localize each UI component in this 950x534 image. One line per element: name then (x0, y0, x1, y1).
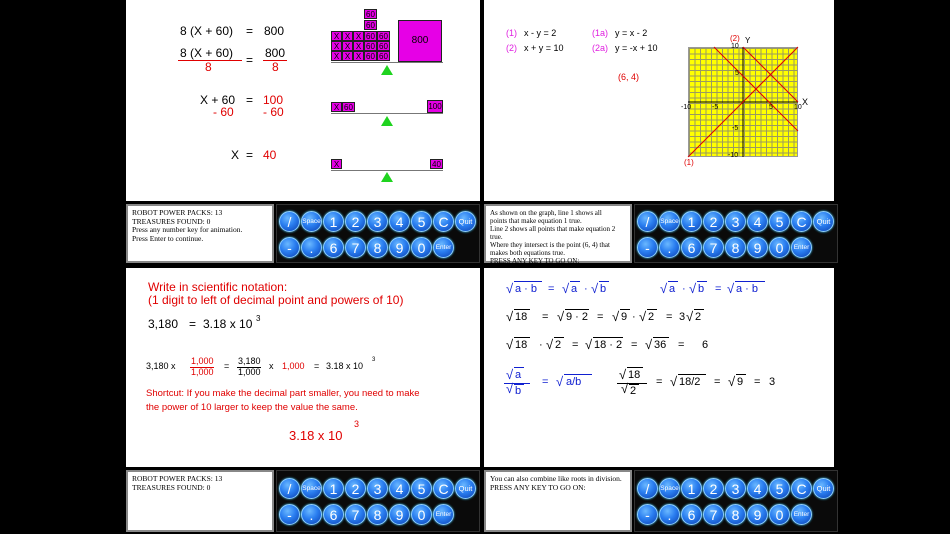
eq1-left: 8 (X + 60) (180, 24, 234, 38)
x-block: X (342, 41, 353, 51)
key-7[interactable]: 7 (345, 237, 366, 258)
r2-eq2: = (597, 311, 604, 323)
r2-18: 18 (515, 311, 528, 323)
key-2[interactable]: 2 (703, 478, 724, 499)
sixty-block: 60 (377, 51, 390, 61)
y-axis-label: Y (745, 36, 751, 45)
r3-18: 18 (515, 339, 528, 351)
sqrt-sign: √ (506, 281, 514, 296)
hundred-block: 100 (428, 102, 442, 111)
key-0[interactable]: 0 (411, 504, 432, 525)
sixty-block: 60 (364, 9, 377, 19)
sqrt-sign: √ (670, 374, 678, 389)
key-9[interactable]: 9 (389, 504, 410, 525)
quit-key[interactable]: Quit (455, 478, 476, 499)
key-8[interactable]: 8 (725, 504, 746, 525)
keypad (634, 204, 838, 263)
title-line1: Write in scientific notation: (148, 280, 288, 294)
key-0[interactable]: 0 (411, 237, 432, 258)
eq4-right: 40 (263, 148, 277, 162)
r1-dot2: · (682, 283, 686, 295)
balance-beam (331, 170, 443, 171)
sixty-block: 60 (364, 20, 377, 30)
decimal-key[interactable]: . (301, 504, 322, 525)
key-1[interactable]: 1 (681, 478, 702, 499)
eq2-numerator: 8 (X + 60) (180, 46, 234, 60)
eq2-right-den: 8 (272, 60, 279, 74)
r4-eq4: = (754, 376, 761, 388)
r4-a: a (515, 369, 522, 381)
tick-x-neg10: -10 (681, 104, 692, 111)
shortcut-line2: the power of 10 larger to keep the value the same. (146, 402, 358, 413)
key-8[interactable]: 8 (725, 237, 746, 258)
key-5[interactable]: 5 (411, 478, 432, 499)
tick-y-10: 10 (731, 43, 739, 50)
sqrt-sign: √ (506, 367, 514, 382)
fulcrum-triangle (381, 172, 393, 182)
keypad (276, 204, 480, 263)
clear-key[interactable]: C (433, 211, 454, 232)
eq3-right: 100 (263, 93, 284, 107)
key-2[interactable]: 2 (345, 478, 366, 499)
sn-eq2-times: x (269, 361, 274, 371)
eq3-sub-right: - 60 (263, 105, 284, 119)
sixty-block: 60 (364, 41, 377, 51)
key-8[interactable]: 8 (367, 504, 388, 525)
key-8[interactable]: 8 (367, 237, 388, 258)
tick-x-neg5: -5 (712, 104, 719, 111)
x-block: X (331, 159, 342, 169)
r2-9: 9 (621, 311, 628, 323)
r1-dot: · (584, 283, 588, 295)
key-3[interactable]: 3 (725, 478, 746, 499)
r1-a: a (571, 283, 578, 295)
sqrt-sign: √ (612, 309, 620, 324)
fulcrum-triangle (381, 65, 393, 75)
sqrt-sign: √ (591, 281, 599, 296)
eq1a-label: (1a) (592, 28, 609, 38)
decimal-key[interactable]: . (659, 504, 680, 525)
sixty-block: 60 (377, 41, 390, 51)
sn-eq2-result: 3.18 x 10 (326, 361, 364, 371)
eq1a: y = x - 2 (615, 28, 648, 38)
key-1[interactable]: 1 (681, 211, 702, 232)
graph-lines (674, 36, 814, 166)
sqrt-sign: √ (639, 309, 647, 324)
keypad (276, 470, 480, 532)
message-box: ROBOT POWER PACKS: 13 TREASURES FOUND: 0 Press any number key for animation. Press Enter to continue. (126, 204, 274, 263)
eq1: x - y = 2 (524, 28, 557, 38)
sqrt-sign: √ (645, 337, 653, 352)
big-result: 3.18 x 10 (289, 428, 343, 443)
r3-eq2: = (631, 339, 638, 351)
tick-x-5: 5 (769, 104, 773, 111)
slash-key[interactable]: / (637, 211, 658, 232)
r3-36: 36 (654, 339, 667, 351)
eq3-left: X + 60 (200, 93, 236, 107)
slash-key[interactable]: / (279, 211, 300, 232)
eq2a: y = -x + 10 (615, 43, 658, 53)
key-6[interactable]: 6 (323, 237, 344, 258)
sqrt-sign: √ (585, 337, 593, 352)
frac1-den: 1,000 (191, 367, 214, 377)
key-6[interactable]: 6 (323, 504, 344, 525)
sqrt-sign: √ (556, 374, 564, 389)
sqrt-sign: √ (562, 281, 570, 296)
message-box: As shown on the graph, line 1 shows all points that make equation 1 true. Line 2 shows all points that make equation 2 true. Where they intersect is the point (6, 4) that makes both equations true. PRESS ANY KEY TO GO ON: (484, 204, 632, 263)
space-key[interactable]: Space (301, 211, 322, 232)
key-4[interactable]: 4 (747, 211, 768, 232)
title-line2: (1 digit to left of decimal point and powers of 10) (148, 293, 404, 307)
slash-key[interactable]: / (637, 478, 658, 499)
sn-eq1-left: 3,180 (148, 317, 179, 331)
r3-eq3: = (678, 339, 685, 351)
key-7[interactable]: 7 (703, 504, 724, 525)
x-block: X (331, 41, 342, 51)
r2-2: 2 (648, 311, 655, 323)
key-0[interactable]: 0 (769, 237, 790, 258)
enter-key[interactable]: Enter (791, 504, 812, 525)
eq3-equals: = (246, 93, 254, 107)
message-box: You can also combine like roots in division. PRESS ANY KEY TO GO ON: (484, 470, 632, 532)
space-key[interactable]: Space (659, 211, 680, 232)
r3-6: 6 (702, 339, 709, 351)
line1-label: (1) (684, 158, 694, 167)
message-box: ROBOT POWER PACKS: 13 TREASURES FOUND: 0 (126, 470, 274, 532)
r4-3: 3 (769, 376, 776, 388)
sqrt-sign: √ (686, 309, 694, 324)
r1-equals: = (548, 283, 555, 295)
r1-a2: a (669, 283, 676, 295)
roots-panel (484, 268, 834, 467)
x-block: X (331, 102, 342, 112)
frac2-num: 3,180 (238, 356, 261, 366)
key-9[interactable]: 9 (747, 237, 768, 258)
key-3[interactable]: 3 (367, 211, 388, 232)
balance-beam (331, 62, 443, 63)
r4-18: 18 (628, 369, 641, 381)
x-block: X (331, 51, 342, 61)
tick-y-5: 5 (735, 70, 739, 77)
x-block: X (353, 31, 364, 41)
r1-ab2: a · b (736, 283, 759, 295)
quit-key[interactable]: Quit (813, 478, 834, 499)
eight-hundred-block: 800 (398, 20, 442, 62)
r3-dot: · (539, 339, 543, 351)
tick-x-10: 10 (794, 104, 802, 111)
frac2-den: 1,000 (238, 367, 261, 377)
eq4-equals: = (246, 148, 254, 162)
shortcut-line1: Shortcut: If you make the decimal part smaller, you need to make (146, 388, 420, 399)
enter-key[interactable]: Enter (433, 504, 454, 525)
space-key[interactable]: Space (301, 478, 322, 499)
sqrt-sign: √ (506, 337, 514, 352)
eq2-label: (2) (506, 43, 517, 53)
tick-y-neg5: -5 (732, 125, 739, 132)
scientific-notation-panel (126, 268, 480, 467)
clear-key[interactable]: C (791, 478, 812, 499)
key-3[interactable]: 3 (725, 211, 746, 232)
r2-3: 3 (679, 311, 686, 323)
x-block: X (353, 51, 364, 61)
frac1-num: 1,000 (191, 356, 214, 366)
sqrt-sign: √ (621, 381, 629, 396)
sn-eq2-exponent: 3 (372, 357, 376, 363)
algebra-panel (126, 0, 480, 201)
eq2-equals: = (246, 53, 254, 67)
sqrt-sign: √ (619, 367, 627, 382)
key-4[interactable]: 4 (747, 478, 768, 499)
minus-key[interactable]: - (637, 504, 658, 525)
x-block: X (342, 31, 353, 41)
enter-key[interactable]: Enter (791, 237, 812, 258)
key-7[interactable]: 7 (345, 504, 366, 525)
big-result-exponent: 3 (354, 419, 360, 429)
sn-eq1-equals: = (189, 317, 197, 331)
r4-eq3: = (714, 376, 721, 388)
space-key[interactable]: Space (659, 478, 680, 499)
sixty-block: 60 (342, 102, 355, 112)
graph-panel (484, 0, 834, 201)
r4-2: 2 (630, 385, 637, 397)
sn-eq2-equals: = (224, 361, 230, 371)
eq3-sub-left: - 60 (213, 105, 234, 119)
minus-key[interactable]: - (279, 504, 300, 525)
r2-eq1: = (542, 311, 549, 323)
key-1[interactable]: 1 (323, 478, 344, 499)
x-block: X (331, 31, 342, 41)
x-axis-label: X (802, 97, 809, 107)
key-5[interactable]: 5 (769, 478, 790, 499)
key-3[interactable]: 3 (367, 478, 388, 499)
key-4[interactable]: 4 (389, 211, 410, 232)
key-1[interactable]: 1 (323, 211, 344, 232)
sqrt-sign: √ (546, 337, 554, 352)
keypad (634, 470, 838, 532)
intersection-point: (6, 4) (618, 72, 640, 82)
r1-b2: b (698, 283, 705, 295)
key-4[interactable]: 4 (389, 478, 410, 499)
key-0[interactable]: 0 (769, 504, 790, 525)
r4-eq: = (542, 376, 549, 388)
slash-key[interactable]: / (279, 478, 300, 499)
decimal-key[interactable]: . (659, 237, 680, 258)
eq4-left: X (231, 148, 240, 162)
sn-eq2-thousand: 1,000 (282, 361, 305, 371)
r4-b: b (515, 385, 522, 397)
sn-eq1-exponent: 3 (256, 314, 261, 323)
sqrt-sign: √ (689, 281, 697, 296)
r1-ab: a · b (515, 283, 538, 295)
minus-key[interactable]: - (637, 237, 658, 258)
eq1-right: 800 (264, 24, 285, 38)
key-2[interactable]: 2 (703, 211, 724, 232)
sqrt-sign: √ (506, 381, 514, 396)
r1-b: b (600, 283, 607, 295)
enter-key[interactable]: Enter (433, 237, 454, 258)
sn-eq2-equals2: = (314, 361, 320, 371)
key-5[interactable]: 5 (411, 211, 432, 232)
eq1-equals: = (246, 24, 254, 38)
r4-ab: a/b (566, 376, 582, 388)
clear-key[interactable]: C (791, 211, 812, 232)
decimal-key[interactable]: . (301, 237, 322, 258)
r4-9: 9 (737, 376, 744, 388)
sixty-block: 60 (364, 31, 377, 41)
x-block: X (353, 41, 364, 51)
eq2-right-num: 800 (265, 46, 286, 60)
r1-equals2: = (715, 283, 722, 295)
r2-9x2: 9 · 2 (566, 311, 589, 323)
key-9[interactable]: 9 (747, 504, 768, 525)
r4-eq2: = (656, 376, 663, 388)
key-6[interactable]: 6 (681, 237, 702, 258)
eq2a-label: (2a) (592, 43, 609, 53)
r2-dot: · (632, 311, 636, 323)
r2-root2: 2 (695, 311, 702, 323)
key-9[interactable]: 9 (389, 237, 410, 258)
balance-beam (331, 113, 443, 114)
sixty-block: 60 (377, 31, 390, 41)
eq2-denominator: 8 (205, 60, 212, 74)
x-block: X (342, 51, 353, 61)
tick-y-neg10: -10 (728, 152, 739, 159)
quit-key[interactable]: Quit (813, 211, 834, 232)
sqrt-sign: √ (557, 309, 565, 324)
r3-eq1: = (572, 339, 579, 351)
sn-eq1-right: 3.18 x 10 (203, 317, 253, 331)
line2-label: (2) (730, 34, 740, 43)
key-2[interactable]: 2 (345, 211, 366, 232)
sn-eq2-start: 3,180 x (146, 361, 176, 371)
sixty-block: 60 (364, 51, 377, 61)
r2-eq3: = (666, 311, 673, 323)
sqrt-sign: √ (660, 281, 668, 296)
quit-key[interactable]: Quit (455, 211, 476, 232)
sqrt-sign: √ (728, 374, 736, 389)
eq1-label: (1) (506, 28, 517, 38)
r3-2: 2 (555, 339, 562, 351)
forty-block: 40 (430, 159, 443, 169)
fulcrum-triangle (381, 116, 393, 126)
sqrt-sign: √ (506, 309, 514, 324)
r3-18x2: 18 · 2 (594, 339, 623, 351)
r4-18-2: 18/2 (679, 376, 701, 388)
eq2: x + y = 10 (524, 43, 564, 53)
sqrt-sign: √ (727, 281, 735, 296)
clear-key[interactable]: C (433, 478, 454, 499)
key-7[interactable]: 7 (703, 237, 724, 258)
key-5[interactable]: 5 (769, 211, 790, 232)
minus-key[interactable]: - (279, 237, 300, 258)
key-6[interactable]: 6 (681, 504, 702, 525)
